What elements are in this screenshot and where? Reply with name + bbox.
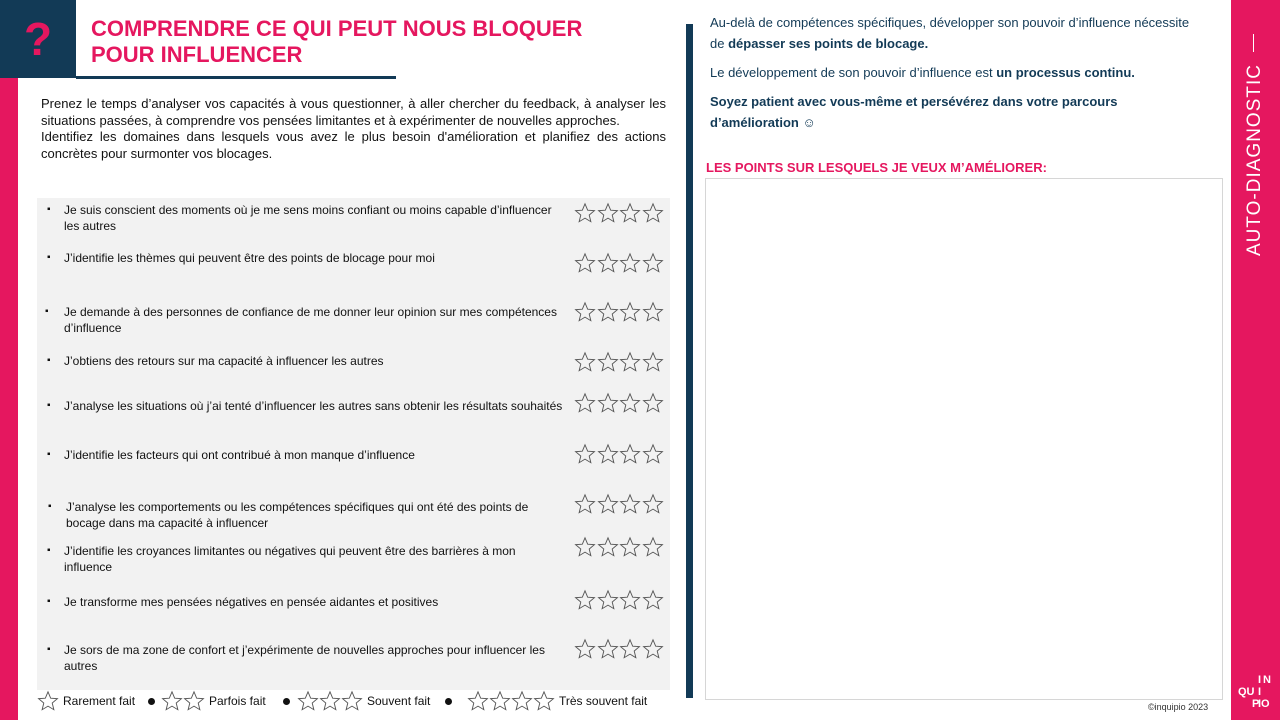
legend-entry-rarely (37, 689, 135, 713)
right-paragraph-1 (710, 12, 1190, 54)
star-outline-icon[interactable] (597, 202, 620, 224)
star-outline-icon[interactable] (642, 351, 665, 373)
star-outline-icon[interactable] (597, 252, 620, 274)
star-outline-icon[interactable] (642, 638, 665, 660)
page-title (91, 16, 651, 68)
legend-label: Très souvent fait (559, 694, 648, 708)
star-outline-icon[interactable] (597, 301, 620, 323)
star-outline-icon[interactable] (619, 536, 642, 558)
legend-stars (467, 690, 555, 712)
intro-paragraph-1: Prenez le temps d’analyser vos capacités à vous questionner, à aller chercher du feedback, à analyser les situations passées, à comprendre vos pensées limitantes et à expérimenter de nouvelles approches. (41, 96, 666, 128)
band-divider-line (1253, 34, 1254, 52)
bullet-marker: ▪ (47, 252, 51, 263)
vertical-divider (686, 24, 693, 698)
logo-letter: QU (1238, 686, 1255, 698)
right-paragraph-2 (710, 62, 1190, 83)
logo-letter: P (1252, 698, 1260, 710)
checklist-item-label: Je suis conscient des moments où je me sens moins confiant ou moins capable d’influencer les autres (64, 203, 552, 233)
legend-separator-dot (148, 698, 155, 705)
legend-label: Souvent fait (367, 694, 431, 708)
checklist-item-label: Je sors de ma zone de confort et j’expérimente de nouvelles approches pour influencer les autres (64, 643, 545, 673)
checklist-item-label: Je transforme mes pensées négatives en pensée aidantes et positives (64, 595, 439, 609)
checklist-item-label: J’analyse les comportements ou les compétences spécifiques qui ont été des points de bocage dans ma capacité à influencer (66, 500, 529, 530)
star-rating[interactable] (574, 301, 664, 323)
star-outline-icon[interactable] (619, 589, 642, 611)
star-outline-icon (467, 690, 489, 712)
copyright-notice: ©inquipio 2023 (1148, 702, 1209, 712)
star-outline-icon[interactable] (619, 493, 642, 515)
star-outline-icon (511, 690, 533, 712)
bullet-marker: ▪ (47, 400, 51, 411)
bullet-marker: ▪ (47, 449, 51, 460)
title-underline (76, 76, 396, 79)
star-outline-icon[interactable] (574, 638, 597, 660)
star-rating[interactable] (574, 252, 664, 274)
star-outline-icon[interactable] (642, 301, 665, 323)
star-outline-icon (489, 690, 511, 712)
bullet-marker: ▪ (47, 545, 51, 556)
title-line-1: COMPRENDRE CE QUI PEUT NOUS BLOQUER (91, 16, 583, 41)
legend-entry-sometimes (161, 689, 266, 713)
star-outline-icon[interactable] (574, 589, 597, 611)
checklist-item-label: J’identifie les facteurs qui ont contribué à mon manque d’influence (64, 448, 415, 462)
logo-letter: I (1258, 674, 1262, 686)
legend-label: Rarement fait (63, 694, 136, 708)
star-outline-icon[interactable] (619, 443, 642, 465)
star-rating[interactable] (574, 638, 664, 660)
star-outline-icon[interactable] (619, 392, 642, 414)
checklist-panel (37, 198, 670, 690)
star-outline-icon (37, 690, 59, 712)
star-outline-icon[interactable] (642, 589, 665, 611)
right-paragraph-1-text: Au-delà de compétences spécifiques, développer son pouvoir d’influence nécessite de (710, 15, 1190, 51)
star-rating[interactable] (574, 351, 664, 373)
question-mark-icon (0, 0, 76, 78)
star-outline-icon[interactable] (597, 392, 620, 414)
legend-stars (37, 690, 59, 712)
star-outline-icon[interactable] (642, 443, 665, 465)
star-outline-icon[interactable] (574, 202, 597, 224)
star-outline-icon[interactable] (574, 493, 597, 515)
intro-text (41, 96, 666, 162)
checklist-item-label: J’obtiens des retours sur ma capacité à influencer les autres (64, 354, 384, 368)
improvement-section-title: LES POINTS SUR LESQUELS JE VEUX M’AMÉLIORER: (706, 160, 1047, 175)
auto-diagnostic-label: AUTO-DIAGNOSTIC (1244, 64, 1265, 256)
star-outline-icon[interactable] (619, 638, 642, 660)
legend-stars (161, 690, 205, 712)
legend-stars (297, 690, 363, 712)
legend-label: Parfois fait (209, 694, 266, 708)
star-outline-icon[interactable] (597, 493, 620, 515)
star-outline-icon[interactable] (642, 202, 665, 224)
bullet-marker: ▪ (47, 644, 51, 655)
star-outline-icon (319, 690, 341, 712)
improvement-notes-area[interactable] (705, 178, 1223, 700)
star-rating[interactable] (574, 536, 664, 558)
rating-legend (37, 689, 677, 713)
star-rating[interactable] (574, 589, 664, 611)
star-outline-icon[interactable] (642, 536, 665, 558)
intro-paragraph-2: Identifiez les domaines dans lesquels vous avez le plus besoin d'amélioration et planifiez des actions concrètes pour surmonter vos blocages. (41, 129, 666, 161)
bullet-marker: ▪ (48, 501, 52, 512)
star-outline-icon[interactable] (597, 351, 620, 373)
right-paragraph-1-bold: dépasser ses points de blocage. (728, 36, 929, 51)
question-mark-glyph: ? (23, 13, 53, 65)
star-outline-icon (183, 690, 205, 712)
right-paragraph-3 (710, 91, 1190, 133)
bullet-marker: ▪ (47, 355, 51, 366)
bullet-marker: ▪ (47, 596, 51, 607)
star-outline-icon[interactable] (574, 252, 597, 274)
star-rating[interactable] (574, 202, 664, 224)
right-paragraph-2-text: Le développement de son pouvoir d’influence est (710, 65, 997, 80)
title-line-2: POUR INFLUENCER (91, 42, 303, 67)
checklist-item-label: Je demande à des personnes de confiance de me donner leur opinion sur mes compétences d’influence (64, 305, 557, 335)
star-outline-icon[interactable] (642, 493, 665, 515)
star-outline-icon (341, 690, 363, 712)
star-outline-icon (297, 690, 319, 712)
star-rating[interactable] (574, 392, 664, 414)
star-outline-icon[interactable] (619, 252, 642, 274)
right-paragraph-2-bold: un processus continu. (996, 65, 1135, 80)
checklist-item-label: J’analyse les situations où j’ai tenté d’influencer les autres sans obtenir les résultats souhaités (64, 399, 563, 413)
star-rating[interactable] (574, 443, 664, 465)
star-outline-icon[interactable] (642, 392, 665, 414)
star-outline-icon[interactable] (597, 536, 620, 558)
legend-entry-often (297, 689, 430, 713)
star-outline-icon[interactable] (574, 392, 597, 414)
checklist-item-label: J’identifie les thèmes qui peuvent être des points de blocage pour moi (64, 251, 435, 265)
star-outline-icon[interactable] (574, 443, 597, 465)
star-outline-icon[interactable] (619, 301, 642, 323)
star-outline-icon[interactable] (574, 351, 597, 373)
left-accent-strip (0, 0, 18, 720)
star-outline-icon[interactable] (574, 536, 597, 558)
star-outline-icon[interactable] (597, 638, 620, 660)
legend-entry-very-often (467, 689, 647, 713)
star-outline-icon (161, 690, 183, 712)
bullet-marker: ▪ (47, 204, 51, 215)
star-rating[interactable] (574, 493, 664, 515)
star-outline-icon[interactable] (619, 202, 642, 224)
star-outline-icon (533, 690, 555, 712)
star-outline-icon[interactable] (574, 301, 597, 323)
legend-separator-dot (283, 698, 290, 705)
legend-separator-dot (445, 698, 452, 705)
logo-letter: N (1263, 674, 1271, 686)
right-paragraph-3-bold: Soyez patient avec vous-même et persévérez dans votre parcours d’amélioration ☺ (710, 94, 1118, 130)
star-outline-icon[interactable] (619, 351, 642, 373)
checklist-item-label: J’identifie les croyances limitantes ou négatives qui peuvent être des barrières à mon influence (64, 544, 516, 574)
star-outline-icon[interactable] (642, 252, 665, 274)
right-intro-text (710, 12, 1190, 141)
logo-letter: I (1258, 686, 1262, 698)
star-outline-icon[interactable] (597, 443, 620, 465)
star-outline-icon[interactable] (597, 589, 620, 611)
bullet-marker: ▪ (45, 306, 49, 317)
logo-letter: IO (1258, 698, 1270, 710)
inquipio-logo (1238, 674, 1272, 714)
